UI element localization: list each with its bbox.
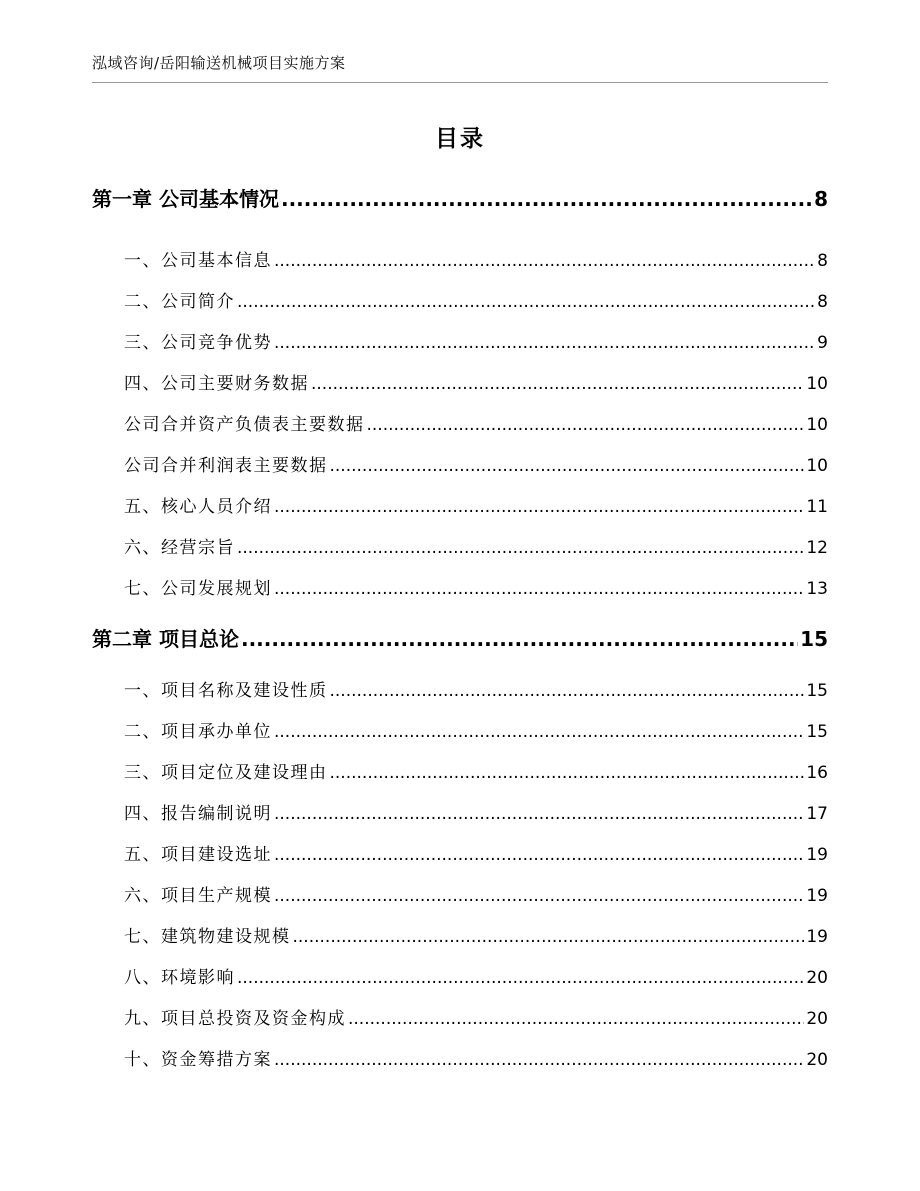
toc-entry-page-number: 16 xyxy=(806,763,828,783)
header-rule xyxy=(92,82,828,83)
toc-entry-number: 七、 xyxy=(124,579,161,599)
toc-section-entry[interactable] xyxy=(124,963,828,988)
toc-section-entry[interactable] xyxy=(124,369,828,394)
toc-entry-page-number: 8 xyxy=(814,187,828,211)
toc-entry-page-number: 13 xyxy=(806,579,828,599)
toc-dot-leader xyxy=(274,722,804,742)
toc-section-entry[interactable] xyxy=(124,287,828,312)
toc-entry-number: 三、 xyxy=(124,333,161,353)
toc-entry-label: 公司合并资产负债表主要数据 xyxy=(124,415,365,435)
toc-entry-number: 十、 xyxy=(124,1050,161,1070)
toc-section-entry[interactable] xyxy=(124,1004,828,1029)
toc-section-entry[interactable] xyxy=(124,881,828,906)
toc-chapter-entry[interactable] xyxy=(92,623,828,652)
toc-section-entry[interactable] xyxy=(124,492,828,517)
toc-entry-page-number: 10 xyxy=(806,374,828,394)
toc-entry-number: 一、 xyxy=(124,251,161,271)
toc-entry-number: 四、 xyxy=(124,804,161,824)
toc-entry-number: 六、 xyxy=(124,538,161,558)
toc-dot-leader xyxy=(274,579,804,599)
toc-entry-page-number: 15 xyxy=(806,681,828,701)
toc-section-entry[interactable] xyxy=(124,1045,828,1070)
toc-dot-leader xyxy=(274,1050,804,1070)
toc-entry-label: 项目生产规模 xyxy=(161,886,272,906)
toc-entry-label: 公司合并利润表主要数据 xyxy=(124,456,328,476)
toc-entry-label: 公司基本信息 xyxy=(161,251,272,271)
toc-entry-number: 六、 xyxy=(124,886,161,906)
toc-entry-page-number: 15 xyxy=(806,722,828,742)
toc-entry-label: 项目名称及建设性质 xyxy=(161,681,328,701)
toc-entry-number: 七、 xyxy=(124,927,161,947)
toc-section-entry[interactable] xyxy=(124,676,828,701)
toc-entry-label: 报告编制说明 xyxy=(161,804,272,824)
toc-entry-page-number: 20 xyxy=(806,968,828,988)
toc-entry-number: 九、 xyxy=(124,1009,161,1029)
toc-entry-page-number: 9 xyxy=(817,333,828,353)
toc-dot-leader xyxy=(330,456,805,476)
toc-dot-leader xyxy=(274,845,804,865)
toc-entry-label: 资金筹措方案 xyxy=(161,1050,272,1070)
page-header: 泓域咨询/岳阳输送机械项目实施方案 xyxy=(92,54,346,72)
toc-dot-leader xyxy=(241,627,798,651)
toc-entry-page-number: 12 xyxy=(806,538,828,558)
toc-entry-page-number: 10 xyxy=(806,415,828,435)
toc-entry-page-number: 20 xyxy=(806,1009,828,1029)
toc-dot-leader xyxy=(281,187,812,211)
toc-entry-label: 公司竞争优势 xyxy=(161,333,272,353)
toc-dot-leader xyxy=(237,968,804,988)
toc-entry-page-number: 19 xyxy=(806,927,828,947)
toc-entry-page-number: 10 xyxy=(806,456,828,476)
toc-dot-leader xyxy=(274,804,804,824)
toc-entry-page-number: 15 xyxy=(800,627,828,651)
toc-section-entry[interactable] xyxy=(124,717,828,742)
toc-entry-label: 第一章 公司基本情况 xyxy=(92,187,279,211)
toc-entry-label: 第二章 项目总论 xyxy=(92,627,239,651)
toc-entry-page-number: 20 xyxy=(806,1050,828,1070)
toc-dot-leader xyxy=(330,681,805,701)
toc-entry-number: 五、 xyxy=(124,497,161,517)
toc-title: 目录 xyxy=(435,126,485,152)
toc-entry-label: 环境影响 xyxy=(161,968,235,988)
toc-section-entry[interactable] xyxy=(124,574,828,599)
toc-entry-label: 经营宗旨 xyxy=(161,538,235,558)
toc-entry-page-number: 17 xyxy=(806,804,828,824)
toc-entry-page-number: 19 xyxy=(806,886,828,906)
toc-entry-label: 公司主要财务数据 xyxy=(161,374,309,394)
toc-dot-leader xyxy=(367,415,805,435)
toc-dot-leader xyxy=(274,333,815,353)
toc-entry-number: 八、 xyxy=(124,968,161,988)
toc-entry-label: 项目总投资及资金构成 xyxy=(161,1009,346,1029)
toc-section-entry[interactable] xyxy=(124,758,828,783)
toc-section-entry[interactable] xyxy=(124,328,828,353)
toc-entry-label: 项目承办单位 xyxy=(161,722,272,742)
toc-entry-number: 四、 xyxy=(124,374,161,394)
toc-dot-leader xyxy=(330,763,805,783)
toc-dot-leader xyxy=(274,251,815,271)
toc-entry-number: 一、 xyxy=(124,681,161,701)
toc-section-entry[interactable] xyxy=(124,799,828,824)
toc-entry-label: 建筑物建设规模 xyxy=(161,927,291,947)
toc-entry-number: 三、 xyxy=(124,763,161,783)
toc-entry-page-number: 8 xyxy=(817,251,828,271)
toc-dot-leader xyxy=(274,497,804,517)
toc-dot-leader xyxy=(348,1009,804,1029)
toc-entry-label: 公司简介 xyxy=(161,292,235,312)
toc-dot-leader xyxy=(274,886,804,906)
toc-entry-label: 项目建设选址 xyxy=(161,845,272,865)
toc-section-entry[interactable] xyxy=(124,533,828,558)
toc-entry-label: 公司发展规划 xyxy=(161,579,272,599)
toc-dot-leader xyxy=(237,292,815,312)
toc-section-entry[interactable] xyxy=(124,922,828,947)
toc-section-entry[interactable] xyxy=(124,410,828,435)
toc-chapter-entry[interactable] xyxy=(92,183,828,212)
toc-entry-label: 核心人员介绍 xyxy=(161,497,272,517)
toc-section-entry[interactable] xyxy=(124,451,828,476)
toc-entry-number: 二、 xyxy=(124,292,161,312)
toc-entry-label: 项目定位及建设理由 xyxy=(161,763,328,783)
toc-dot-leader xyxy=(237,538,804,558)
toc-section-entry[interactable] xyxy=(124,840,828,865)
toc-entry-number: 二、 xyxy=(124,722,161,742)
toc-section-entry[interactable] xyxy=(124,246,828,271)
toc-dot-leader xyxy=(293,927,805,947)
toc-dot-leader xyxy=(311,374,804,394)
toc-entry-page-number: 8 xyxy=(817,292,828,312)
toc-entry-page-number: 19 xyxy=(806,845,828,865)
toc-entry-number: 五、 xyxy=(124,845,161,865)
toc-entry-page-number: 11 xyxy=(806,497,828,517)
